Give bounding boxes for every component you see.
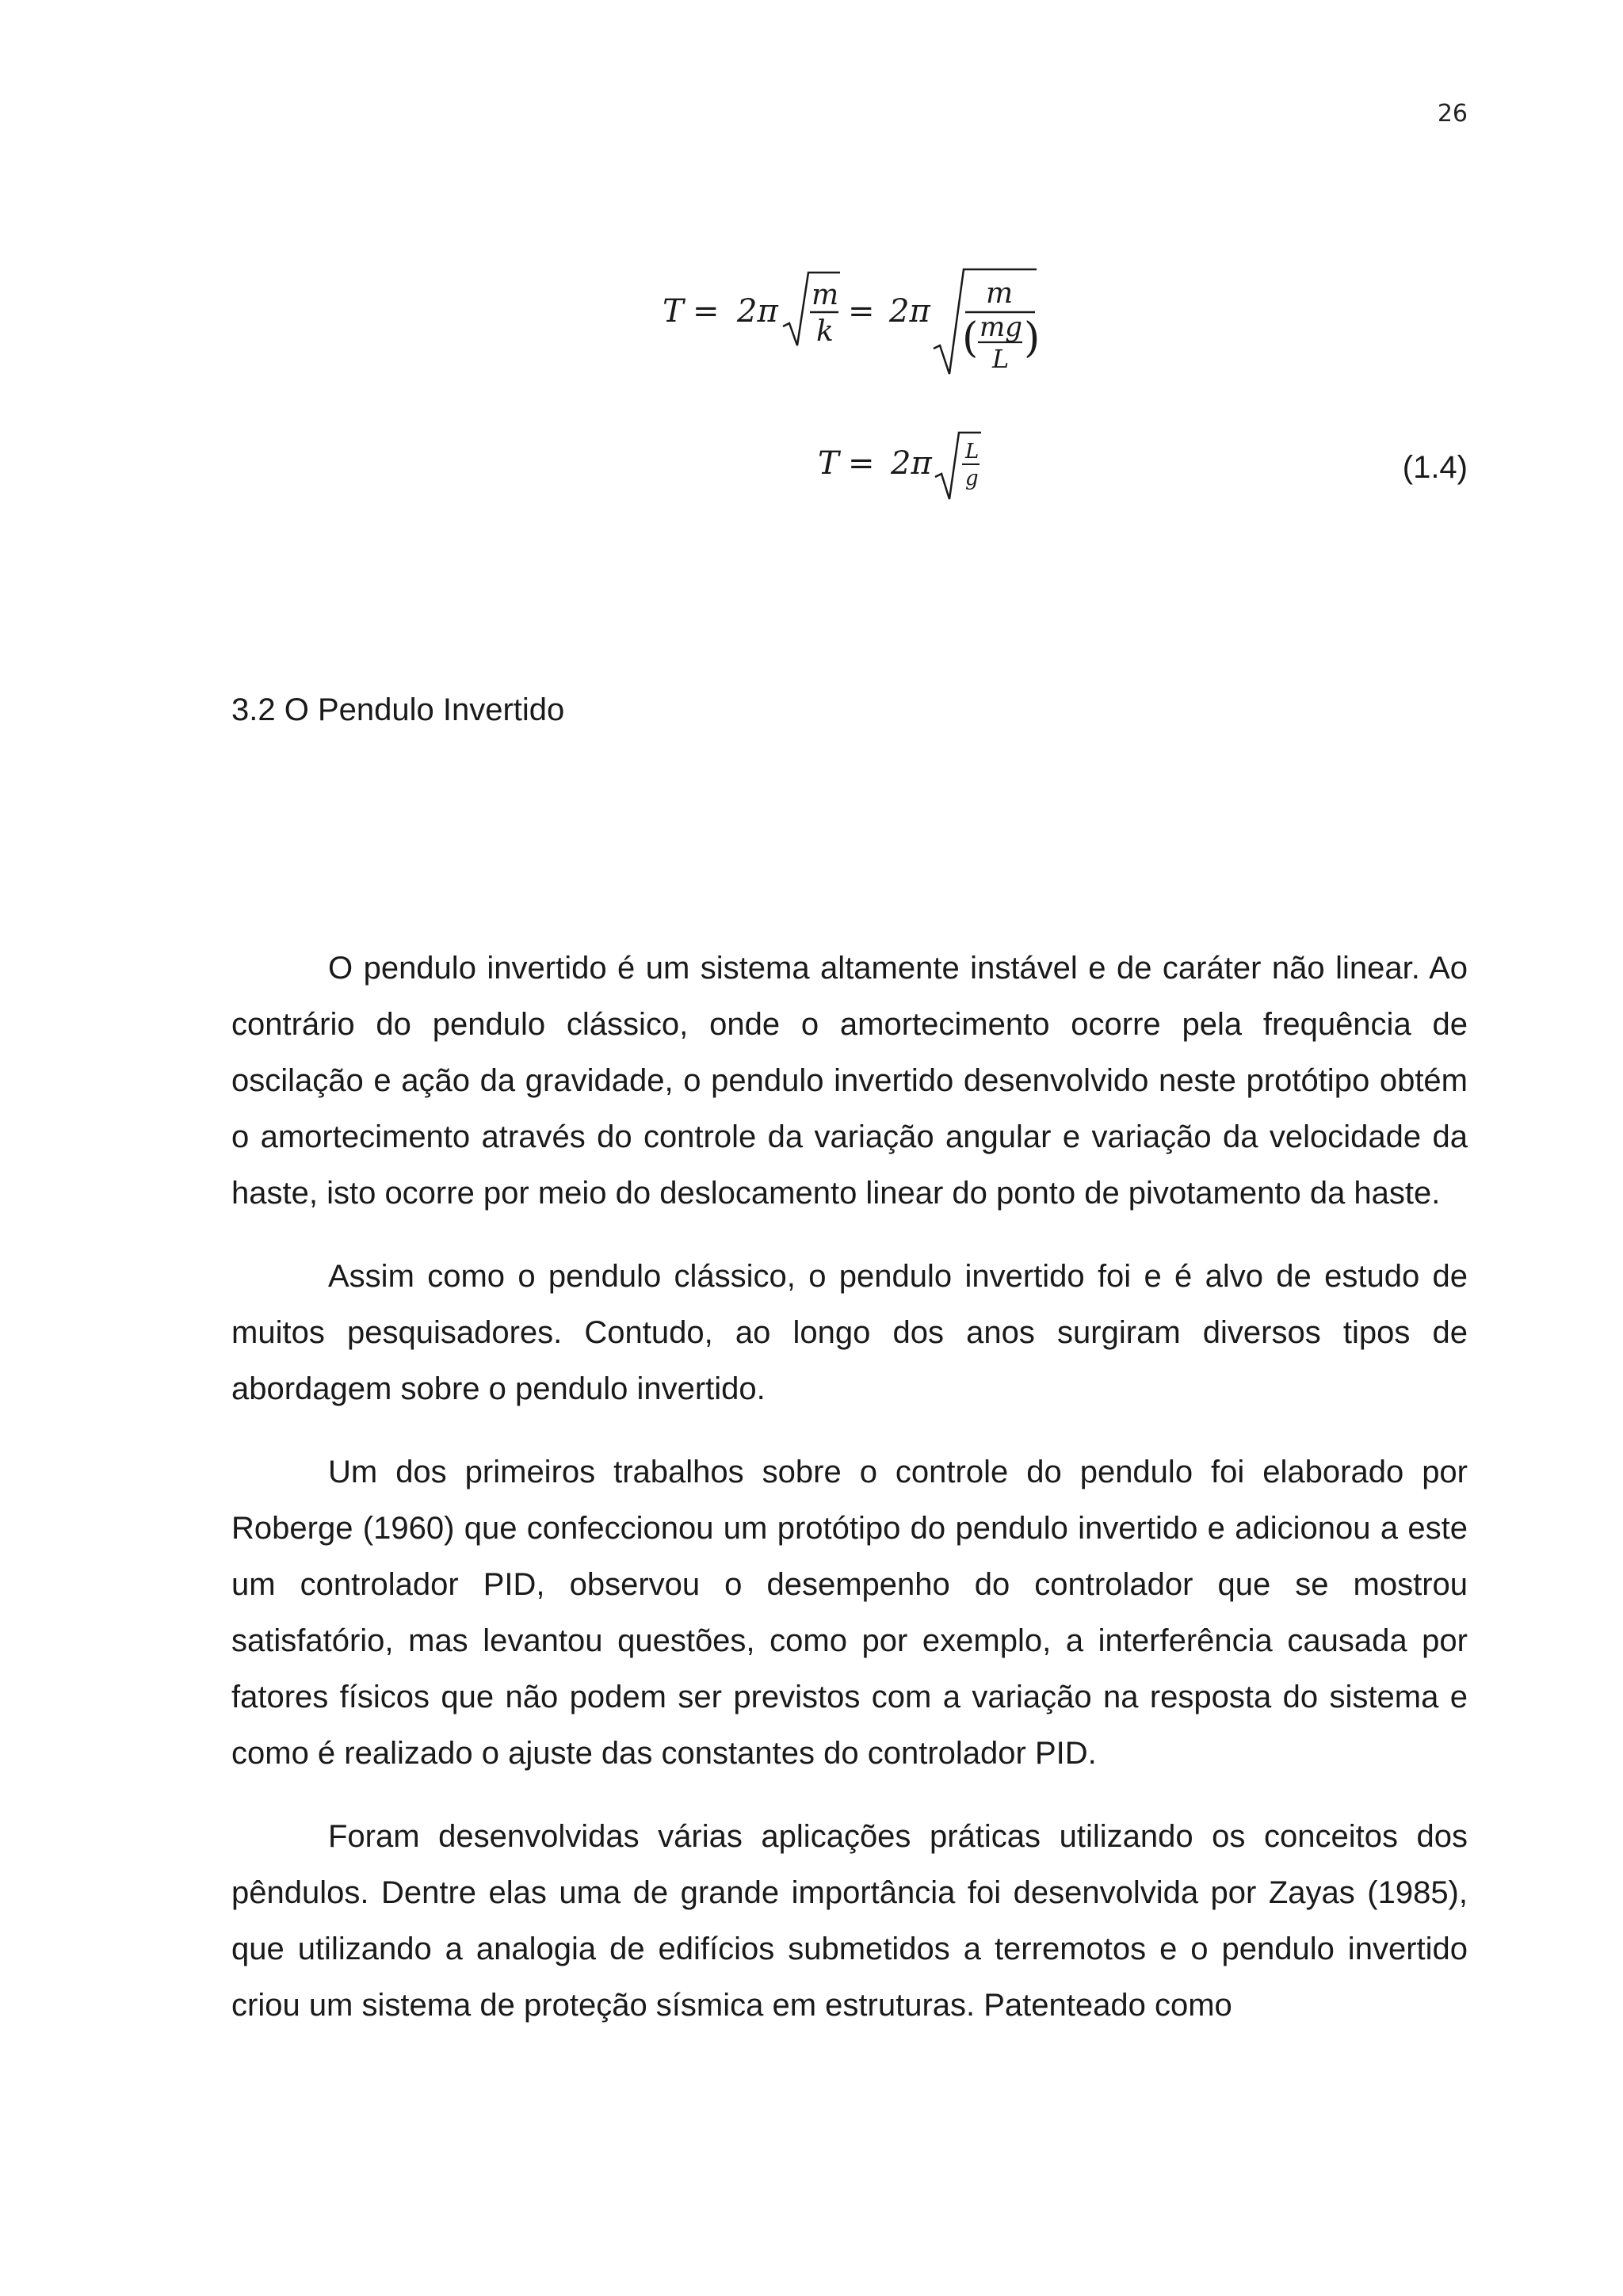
equation-period-derivation <box>650 254 1062 388</box>
eq1-inner-numerator: mg <box>980 311 1023 343</box>
eq1-outer-numerator: m <box>986 277 1014 310</box>
eq1-coefficient: 2π <box>737 293 778 330</box>
eq1-inner-denominator: L <box>992 344 1010 374</box>
eq2-denominator: g <box>965 467 979 490</box>
eq1-paren-open: ( <box>962 315 979 362</box>
section-heading: 3.2 O Pendulo Invertido <box>231 692 565 727</box>
eq1-equals: = <box>693 293 720 330</box>
eq2-coefficient: 2π <box>891 445 932 482</box>
eq1-frac1-numerator: m <box>812 279 839 311</box>
paragraph-4: Foram desenvolvidas várias aplicações práticas utilizando os conceitos dos pêndulos. Dentre elas uma de grande importância foi desenvolvida por Zayas (1985), que utilizando a analogia de edifícios submetidos a terremotos e o pendulo invertido criou um sistema de proteção sísmica em estruturas. Patenteado como <box>231 1819 1468 2023</box>
eq2-equals: = <box>848 445 875 482</box>
eq1-paren-close: ) <box>1024 315 1041 362</box>
eq1-equals-2: = <box>848 293 875 330</box>
equation-number: (1.4) <box>1402 450 1468 485</box>
body-text <box>231 940 1468 2061</box>
eq1-lhs: T <box>663 293 684 330</box>
eq1-frac1-denominator: k <box>816 315 834 348</box>
paragraph-3: Um dos primeiros trabalhos sobre o controle do pendulo foi elaborado por Roberge (1960) que confeccionou um protótipo do pendulo invertido e adicionou a este um controlador PID, observou o desempenho do controlador que se mostrou satisfatório, mas levantou questões, como por exemplo, a interferência causada por fatores físicos que não podem ser previstos com a variação na resposta do sistema e como é realizado o ajuste das constantes do controlador PID. <box>231 1455 1468 1771</box>
equation-1-4 <box>808 420 1014 507</box>
eq2-numerator: L <box>965 440 980 463</box>
page-number: 26 <box>1437 100 1468 128</box>
eq1-coefficient-2: 2π <box>889 293 930 330</box>
eq2-lhs: T <box>818 445 839 482</box>
paragraph-2: Assim como o pendulo clássico, o pendulo invertido foi e é alvo de estudo de muitos pesquisadores. Contudo, ao longo dos anos surgiram diversos tipos de abordagem sobre o pendulo invertido. <box>231 1259 1468 1406</box>
paragraph-1: O pendulo invertido é um sistema altamente instável e de caráter não linear. Ao contrário do pendulo clássico, onde o amortecimento ocorre pela frequência de oscilação e ação da gravidade, o pendulo invertido desenvolvido neste protótipo obtém o amortecimento através do controle da variação angular e variação da velocidade da haste, isto ocorre por meio do deslocamento linear do ponto de pivotamento da haste. <box>231 951 1468 1211</box>
